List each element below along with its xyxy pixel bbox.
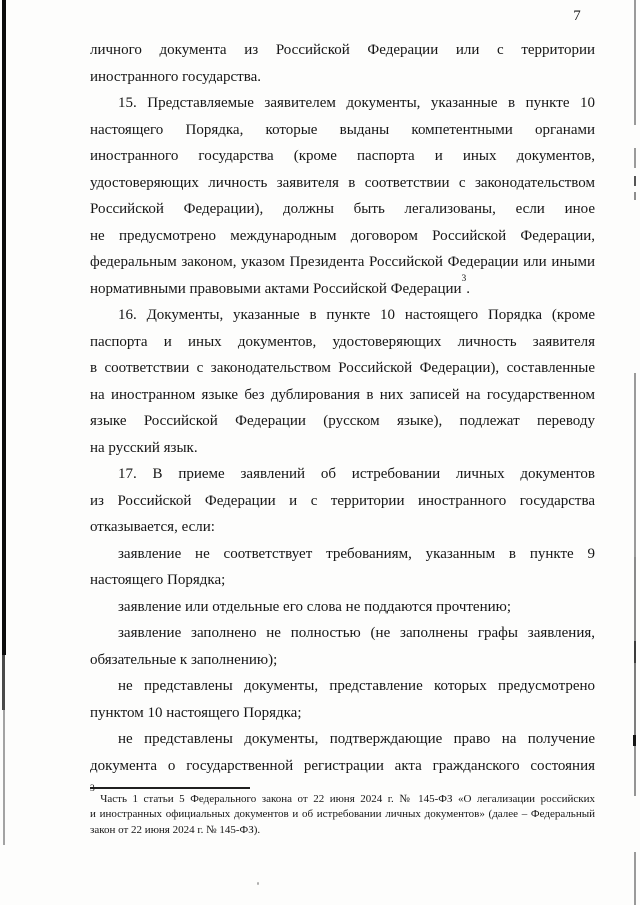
footnote-line: закон от 22 июня 2024 г. № 145-ФЗ).: [90, 823, 261, 836]
text-line: отказывается, если:: [90, 519, 215, 535]
text-line: не предусмотрено международным договором Российской Федерации,: [90, 227, 595, 244]
text-line: на иностранном языке без дублирования в них записей на государственном: [90, 386, 595, 403]
text-line: документа о государственной регистрации акта гражданского состояния: [90, 757, 595, 774]
text-line: из Российской Федерации и с территории иностранного государства: [90, 492, 595, 509]
footnote: [90, 784, 595, 838]
text-line-paragraph-16: 16. Документы, указанные в пункте 10 настоящего Порядка (кроме: [118, 307, 595, 323]
text-segment: нормативными правовыми актами Российской Федерации: [90, 280, 462, 297]
footnote-separator-rule: [90, 787, 250, 789]
footnote-line: и иностранных официальных документов и об истребовании личных документов» (далее – Федеральный: [90, 808, 595, 821]
scan-artifact-speck: [257, 882, 259, 885]
text-line: обязательные к заполнению);: [90, 651, 278, 668]
text-line: пунктом 10 настоящего Порядка;: [90, 704, 302, 721]
footnote-reference-3: 3: [461, 273, 467, 284]
text-line-paragraph-17: 17. В приеме заявлений об истребовании личных документов: [118, 466, 595, 482]
text-line: настоящего Порядка;: [90, 572, 226, 588]
document-body: [90, 37, 595, 779]
text-line-list-item: заявление не соответствует требованиям, указанным в пункте 9: [118, 545, 595, 562]
text-line: Российской Федерации), должны быть легализованы, если иное: [90, 201, 595, 217]
scan-artifact-left-edge: [3, 710, 5, 845]
scan-artifact-right-edge: [634, 0, 636, 125]
text-line: настоящего Порядка, которые выданы компетентными органами: [90, 121, 595, 138]
text-line-list-item: не представлены документы, подтверждающие право на получение: [118, 731, 595, 747]
scan-artifact-right-edge: [633, 735, 636, 746]
text-line: иностранного государства (кроме паспорта и иных документов,: [90, 148, 595, 164]
text-line: языке Российской Федерации (русском языке), подлежат переводу: [90, 413, 595, 429]
text-line-paragraph-15: 15. Представляемые заявителем документы, указанные в пункте 10: [118, 95, 595, 111]
footnote-text: Часть 1 статьи 5 Федерального закона от 22 июня 2024 г. № 145-ФЗ «О легализации российских: [94, 793, 595, 805]
text-line: личного документа из Российской Федерации или с территории: [90, 42, 595, 58]
scan-artifact-right-edge: [634, 373, 636, 557]
scan-artifact-right-edge: [634, 192, 636, 200]
text-line-list-item: не представлены документы, представление которых предусмотрено: [118, 678, 595, 694]
footnote-line: [90, 784, 595, 807]
text-segment: .: [466, 280, 471, 297]
text-line: на русский язык.: [90, 439, 198, 456]
page-number: 7: [573, 8, 581, 24]
scan-artifact-right-edge: [634, 852, 636, 905]
text-line: иностранного государства.: [90, 68, 262, 85]
text-line-list-item: заявление заполнено не полностью (не заполнены графы заявления,: [118, 625, 595, 641]
scan-artifact-left-edge: [2, 655, 5, 710]
text-line: в соответствии с законодательством Российской Федерации), составленные: [90, 360, 595, 376]
scan-artifact-right-edge: [634, 663, 636, 735]
footnote-marker-3: 3: [90, 784, 95, 795]
text-line: федеральным законом, указом Президента Российской Федерации или иными: [90, 254, 595, 270]
scan-artifact-right-edge: [634, 746, 636, 796]
text-line: удостоверяющих личность заявителя в соответствии с законодательством: [90, 174, 595, 191]
scan-artifact-right-edge: [634, 641, 636, 663]
scan-artifact-left-edge: [2, 0, 6, 655]
text-line-list-item: заявление или отдельные его слова не поддаются прочтению;: [118, 598, 512, 615]
scan-artifact-right-edge: [634, 148, 636, 168]
text-line: паспорта и иных документов, удостоверяющих личность заявителя: [90, 333, 595, 350]
text-line-with-footnote-ref: [90, 273, 595, 303]
scan-artifact-right-edge: [634, 557, 636, 641]
scan-artifact-right-edge: [634, 176, 636, 186]
